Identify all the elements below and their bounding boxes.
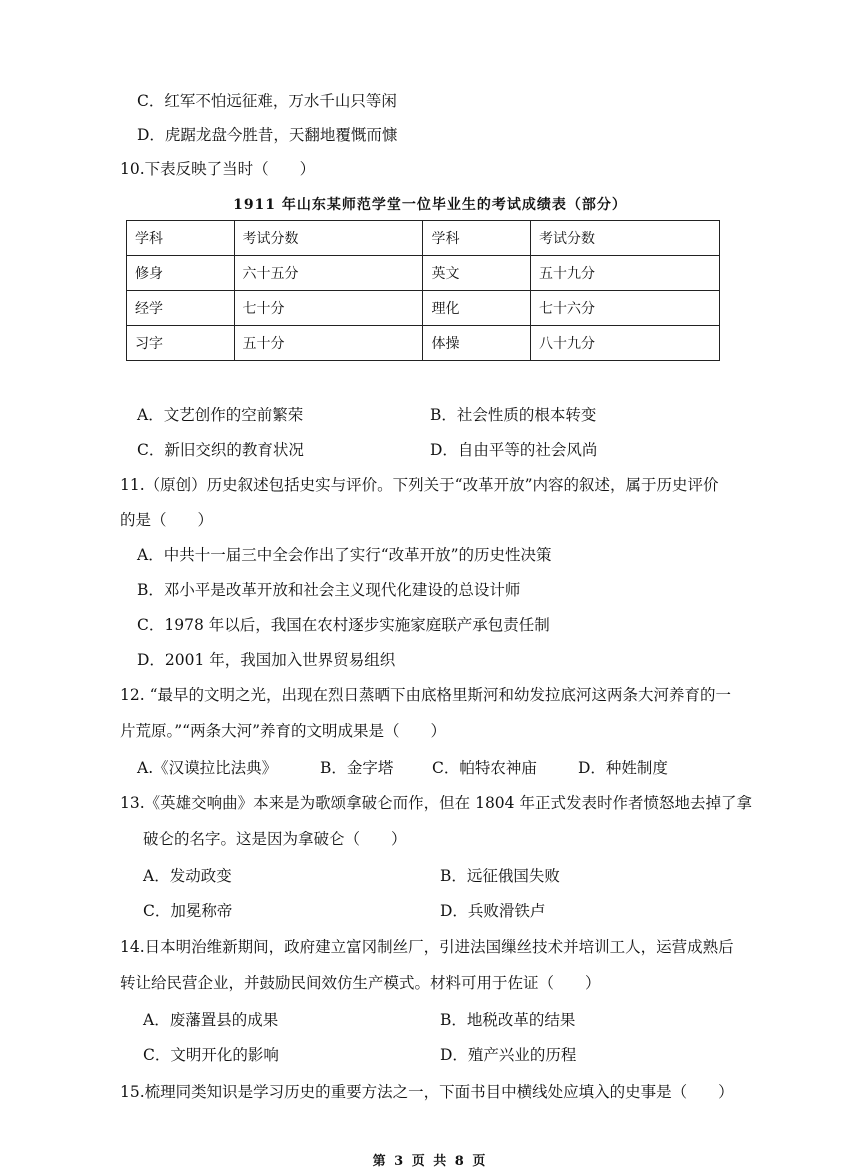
- q10-option-c: C．新旧交织的教育状况: [137, 441, 304, 459]
- table-cell: 修身: [127, 256, 235, 291]
- header-cell: 考试分数: [531, 221, 720, 256]
- q15-stem: 15.梳理同类知识是学习历史的重要方法之一，下面书目中横线处应填入的史事是（ ）: [120, 1083, 734, 1101]
- q14-option-a: A．废藩置县的成果: [143, 1011, 279, 1029]
- q14-stem-line1: 14.日本明治维新期间，政府建立富冈制丝厂，引进法国缫丝技术并培训工人，运营成熟后: [120, 938, 734, 956]
- q12-option-b: B．金字塔: [320, 759, 394, 777]
- table-cell: 经学: [127, 291, 235, 326]
- q10-stem: 10.下表反映了当时（ ）: [120, 160, 316, 178]
- table-row: [127, 326, 720, 361]
- q13-option-d: D．兵败滑铁卢: [440, 902, 546, 920]
- header-cell: 考试分数: [234, 221, 423, 256]
- table-cell: 英文: [423, 256, 531, 291]
- table-row: [127, 221, 720, 256]
- table-cell: 七十分: [234, 291, 423, 326]
- q9-option-d: D．虎踞龙盘今胜昔，天翻地覆慨而慷: [137, 126, 398, 144]
- table-cell: 五十九分: [531, 256, 720, 291]
- q14-option-c: C．文明开化的影响: [143, 1046, 279, 1064]
- q13-stem-line2: 破仑的名字。这是因为拿破仑（ ）: [143, 830, 407, 848]
- table-cell: 理化: [423, 291, 531, 326]
- q12-option-c: C．帕特农神庙: [432, 759, 537, 777]
- header-cell: 学科: [127, 221, 235, 256]
- table-cell: 五十分: [234, 326, 423, 361]
- q10-option-b: B．社会性质的根本转变: [430, 406, 597, 424]
- q12-option-d: D．种姓制度: [578, 759, 668, 777]
- q10-option-a: A．文艺创作的空前繁荣: [137, 406, 304, 424]
- q11-option-a: A．中共十一届三中全会作出了实行“改革开放”的历史性决策: [137, 546, 552, 564]
- q13-option-b: B．远征俄国失败: [440, 867, 560, 885]
- q14-option-b: B．地税改革的结果: [440, 1011, 576, 1029]
- q12-option-a: A.《汉谟拉比法典》: [137, 759, 278, 777]
- table-cell: 七十六分: [531, 291, 720, 326]
- header-cell: 学科: [423, 221, 531, 256]
- q11-stem-line2: 的是（ ）: [120, 511, 214, 529]
- q10-table-caption: 1911 年山东某师范学堂一位毕业生的考试成绩表（部分）: [233, 197, 627, 213]
- q11-stem-line1: 11.（原创）历史叙述包括史实与评价。下列关于“改革开放”内容的叙述，属于历史评价: [120, 476, 719, 494]
- q11-option-c: C．1978 年以后，我国在农村逐步实施家庭联产承包责任制: [137, 616, 550, 634]
- q11-option-b: B．邓小平是改革开放和社会主义现代化建设的总设计师: [137, 581, 521, 599]
- q12-stem-line1: 12. “最早的文明之光，出现在烈日蒸晒下由底格里斯河和幼发拉底河这两条大河养育的一: [120, 686, 732, 704]
- q11-option-d: D．2001 年，我国加入世界贸易组织: [137, 651, 396, 669]
- q9-option-c: C．红军不怕远征难，万水千山只等闲: [137, 92, 397, 110]
- score-table: [126, 220, 720, 361]
- q12-stem-line2: 片荒原。”“两条大河”养育的文明成果是（ ）: [120, 722, 447, 740]
- table-row: [127, 256, 720, 291]
- table-row: [127, 291, 720, 326]
- q10-option-d: D．自由平等的社会风尚: [430, 441, 598, 459]
- table-cell: 六十五分: [234, 256, 423, 291]
- table-cell: 习字: [127, 326, 235, 361]
- q13-stem-line1: 13.《英雄交响曲》本来是为歌颂拿破仑而作，但在 1804 年正式发表时作者愤怒地去掉了拿: [120, 794, 752, 812]
- q14-stem-line2: 转让给民营企业，并鼓励民间效仿生产模式。材料可用于佐证（ ）: [120, 974, 601, 992]
- page-footer: 第 3 页 共 8 页: [372, 1154, 488, 1169]
- q14-option-d: D．殖产兴业的历程: [440, 1046, 577, 1064]
- table-cell: 八十九分: [531, 326, 720, 361]
- table-cell: 体操: [423, 326, 531, 361]
- q13-option-c: C．加冕称帝: [143, 902, 233, 920]
- q13-option-a: A．发动政变: [143, 867, 232, 885]
